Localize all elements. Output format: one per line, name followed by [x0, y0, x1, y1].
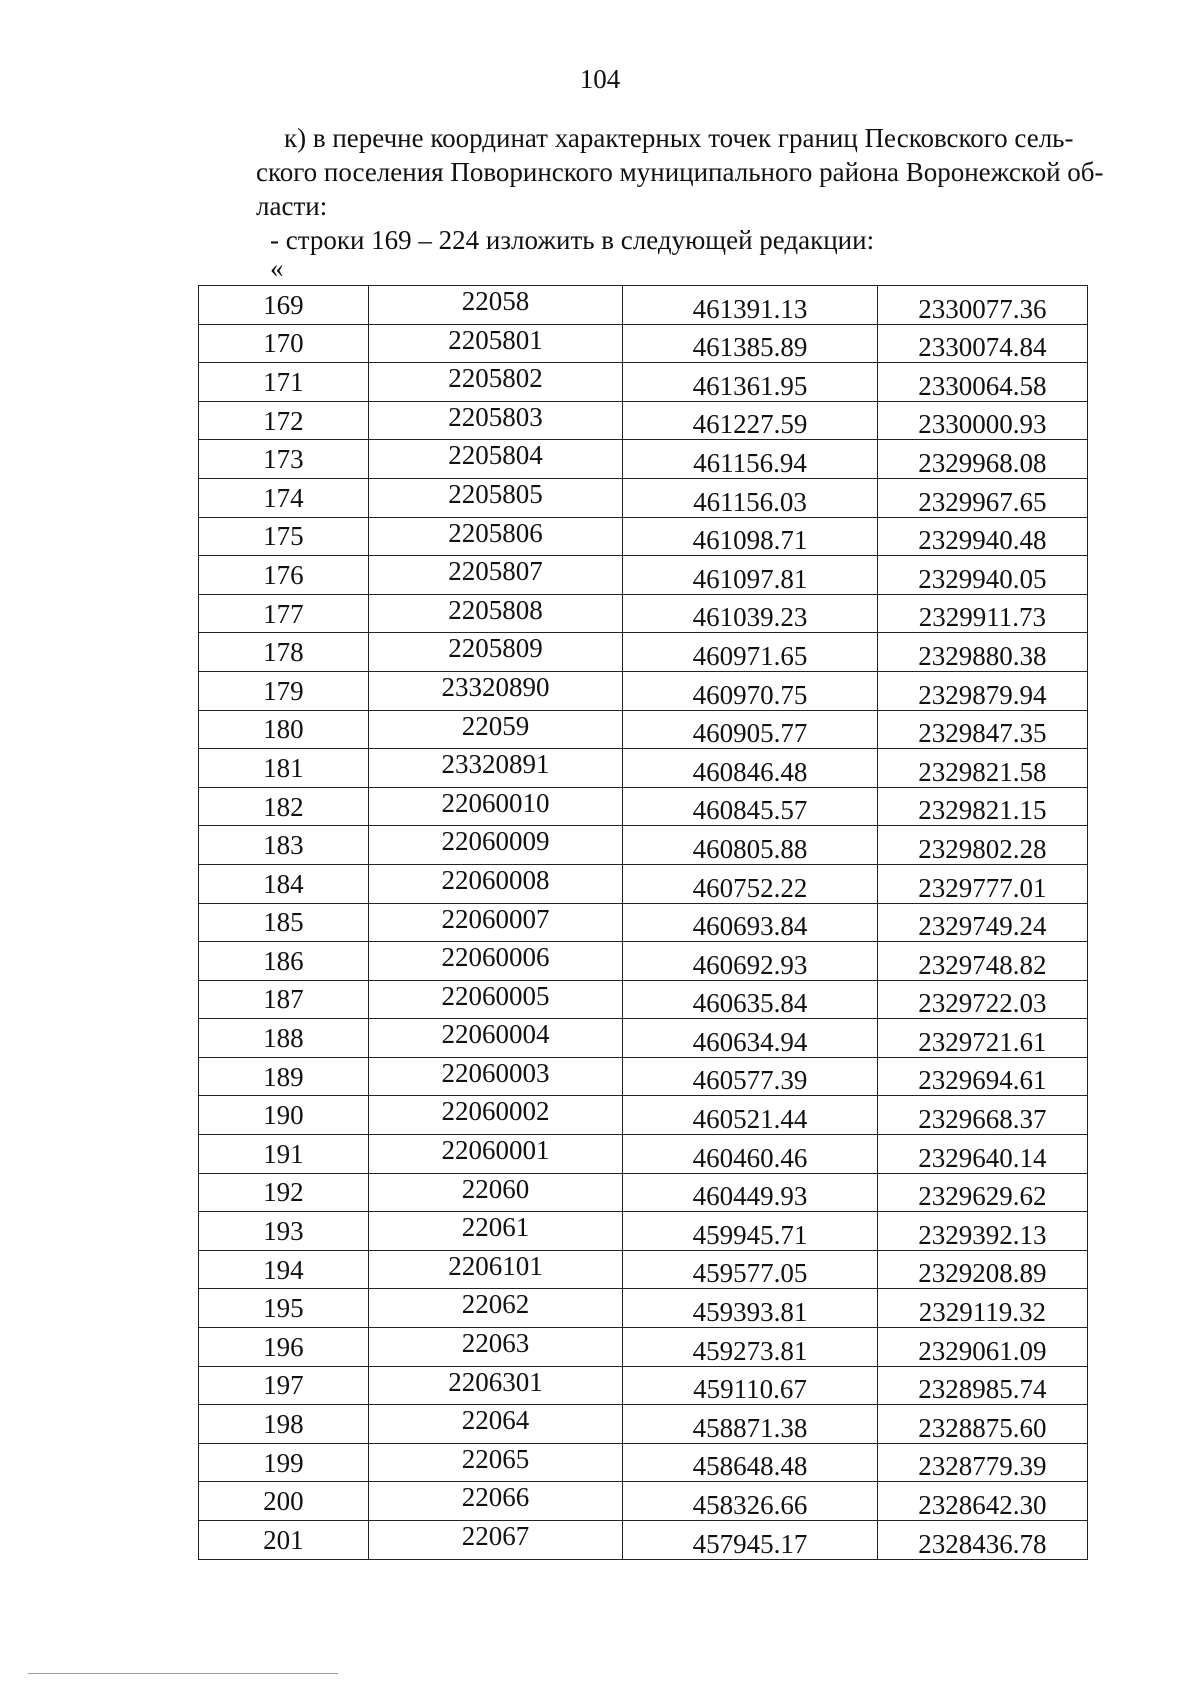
table-row	[199, 980, 1088, 1019]
row-number-cell: 189	[199, 1057, 369, 1096]
row-number-cell: 188	[199, 1019, 369, 1058]
x-coordinate-cell: 461227.59	[623, 401, 878, 440]
row-number-cell: 191	[199, 1135, 369, 1174]
y-coordinate-cell: 2329968.08	[877, 440, 1087, 479]
y-coordinate-cell: 2330074.84	[877, 324, 1087, 363]
x-coordinate-cell: 460693.84	[623, 903, 878, 942]
x-coordinate-cell: 460577.39	[623, 1057, 878, 1096]
point-id-cell: 2206301	[368, 1366, 623, 1405]
table-row	[199, 1250, 1088, 1289]
point-id-cell: 22061	[368, 1212, 623, 1251]
x-coordinate-cell: 460692.93	[623, 942, 878, 981]
row-number-cell: 186	[199, 942, 369, 981]
point-id-cell: 23320891	[368, 749, 623, 788]
coordinates-table	[198, 285, 1088, 1560]
x-coordinate-cell: 460805.88	[623, 826, 878, 865]
point-id-cell: 22063	[368, 1328, 623, 1367]
table-row	[199, 671, 1088, 710]
row-number-cell: 198	[199, 1405, 369, 1444]
table-row	[199, 556, 1088, 595]
x-coordinate-cell: 461097.81	[623, 556, 878, 595]
point-id-cell: 22066	[368, 1482, 623, 1521]
footer-rule	[28, 1673, 338, 1674]
table-row	[199, 1135, 1088, 1174]
row-number-cell: 181	[199, 749, 369, 788]
x-coordinate-cell: 461156.94	[623, 440, 878, 479]
row-number-cell: 195	[199, 1289, 369, 1328]
point-id-cell: 22060001	[368, 1135, 623, 1174]
table-row	[199, 1019, 1088, 1058]
x-coordinate-cell: 460846.48	[623, 749, 878, 788]
point-id-cell: 22064	[368, 1405, 623, 1444]
x-coordinate-cell: 460634.94	[623, 1019, 878, 1058]
point-id-cell: 2205805	[368, 478, 623, 517]
y-coordinate-cell: 2329847.35	[877, 710, 1087, 749]
table-row	[199, 710, 1088, 749]
table-row	[199, 1328, 1088, 1367]
row-number-cell: 170	[199, 324, 369, 363]
y-coordinate-cell: 2329777.01	[877, 864, 1087, 903]
y-coordinate-cell: 2330077.36	[877, 286, 1087, 325]
x-coordinate-cell: 459945.71	[623, 1212, 878, 1251]
point-id-cell: 22060008	[368, 864, 623, 903]
row-number-cell: 172	[199, 401, 369, 440]
point-id-cell: 22060002	[368, 1096, 623, 1135]
row-number-cell: 177	[199, 594, 369, 633]
y-coordinate-cell: 2330000.93	[877, 401, 1087, 440]
point-id-cell: 22059	[368, 710, 623, 749]
row-number-cell: 201	[199, 1521, 369, 1560]
y-coordinate-cell: 2329392.13	[877, 1212, 1087, 1251]
y-coordinate-cell: 2329629.62	[877, 1173, 1087, 1212]
y-coordinate-cell: 2329940.05	[877, 556, 1087, 595]
x-coordinate-cell: 461391.13	[623, 286, 878, 325]
row-number-cell: 197	[199, 1366, 369, 1405]
table-row	[199, 787, 1088, 826]
x-coordinate-cell: 458871.38	[623, 1405, 878, 1444]
x-coordinate-cell: 460971.65	[623, 633, 878, 672]
y-coordinate-cell: 2328436.78	[877, 1521, 1087, 1560]
point-id-cell: 22060	[368, 1173, 623, 1212]
point-id-cell: 22062	[368, 1289, 623, 1328]
page-number: 104	[579, 64, 621, 94]
x-coordinate-cell: 460845.57	[623, 787, 878, 826]
x-coordinate-cell: 461039.23	[623, 594, 878, 633]
table-row	[199, 286, 1088, 325]
intro-line-2: ского поселения Поворинского муниципального района Воронежской об-	[256, 157, 1104, 187]
table-row	[199, 864, 1088, 903]
y-coordinate-cell: 2329748.82	[877, 942, 1087, 981]
row-number-cell: 173	[199, 440, 369, 479]
x-coordinate-cell: 460521.44	[623, 1096, 878, 1135]
y-coordinate-cell: 2329821.58	[877, 749, 1087, 788]
row-number-cell: 171	[199, 363, 369, 402]
point-id-cell: 2205807	[368, 556, 623, 595]
table-row	[199, 517, 1088, 556]
y-coordinate-cell: 2329061.09	[877, 1328, 1087, 1367]
table-row	[199, 1212, 1088, 1251]
point-id-cell: 23320890	[368, 671, 623, 710]
point-id-cell: 22067	[368, 1521, 623, 1560]
x-coordinate-cell: 461385.89	[623, 324, 878, 363]
table-row	[199, 1521, 1088, 1560]
y-coordinate-cell: 2329879.94	[877, 671, 1087, 710]
x-coordinate-cell: 460449.93	[623, 1173, 878, 1212]
row-number-cell: 196	[199, 1328, 369, 1367]
row-number-cell: 194	[199, 1250, 369, 1289]
x-coordinate-cell: 460752.22	[623, 864, 878, 903]
table-row	[199, 826, 1088, 865]
row-number-cell: 178	[199, 633, 369, 672]
x-coordinate-cell: 461361.95	[623, 363, 878, 402]
row-number-cell: 175	[199, 517, 369, 556]
row-number-cell: 176	[199, 556, 369, 595]
intro-line-1: к) в перечне координат характерных точек границ Песковского сель-	[284, 123, 1074, 153]
table-row	[199, 440, 1088, 479]
point-id-cell: 22060009	[368, 826, 623, 865]
y-coordinate-cell: 2328642.30	[877, 1482, 1087, 1521]
x-coordinate-cell: 459273.81	[623, 1328, 878, 1367]
y-coordinate-cell: 2329722.03	[877, 980, 1087, 1019]
y-coordinate-cell: 2328779.39	[877, 1443, 1087, 1482]
table-row	[199, 1443, 1088, 1482]
y-coordinate-cell: 2329119.32	[877, 1289, 1087, 1328]
row-number-cell: 182	[199, 787, 369, 826]
row-number-cell: 187	[199, 980, 369, 1019]
y-coordinate-cell: 2329668.37	[877, 1096, 1087, 1135]
point-id-cell: 2205803	[368, 401, 623, 440]
table-row	[199, 942, 1088, 981]
y-coordinate-cell: 2329802.28	[877, 826, 1087, 865]
point-id-cell: 22060006	[368, 942, 623, 981]
y-coordinate-cell: 2329880.38	[877, 633, 1087, 672]
table-row	[199, 749, 1088, 788]
y-coordinate-cell: 2329208.89	[877, 1250, 1087, 1289]
table-row	[199, 324, 1088, 363]
x-coordinate-cell: 458326.66	[623, 1482, 878, 1521]
row-number-cell: 169	[199, 286, 369, 325]
x-coordinate-cell: 458648.48	[623, 1443, 878, 1482]
x-coordinate-cell: 459393.81	[623, 1289, 878, 1328]
x-coordinate-cell: 460460.46	[623, 1135, 878, 1174]
y-coordinate-cell: 2329721.61	[877, 1019, 1087, 1058]
x-coordinate-cell: 459577.05	[623, 1250, 878, 1289]
table-row	[199, 1173, 1088, 1212]
table-row	[199, 1057, 1088, 1096]
row-number-cell: 184	[199, 864, 369, 903]
x-coordinate-cell: 459110.67	[623, 1366, 878, 1405]
point-id-cell: 2205806	[368, 517, 623, 556]
point-id-cell: 2206101	[368, 1250, 623, 1289]
table-row	[199, 478, 1088, 517]
row-number-cell: 190	[199, 1096, 369, 1135]
x-coordinate-cell: 460905.77	[623, 710, 878, 749]
x-coordinate-cell: 460970.75	[623, 671, 878, 710]
point-id-cell: 22060010	[368, 787, 623, 826]
point-id-cell: 22058	[368, 286, 623, 325]
y-coordinate-cell: 2329940.48	[877, 517, 1087, 556]
coordinates-table-body	[199, 286, 1088, 1560]
instruction-line: - строки 169 – 224 изложить в следующей редакции:	[270, 225, 875, 255]
y-coordinate-cell: 2329967.65	[877, 478, 1087, 517]
table-row	[199, 1482, 1088, 1521]
row-number-cell: 183	[199, 826, 369, 865]
y-coordinate-cell: 2329640.14	[877, 1135, 1087, 1174]
y-coordinate-cell: 2329749.24	[877, 903, 1087, 942]
point-id-cell: 22060007	[368, 903, 623, 942]
x-coordinate-cell: 461098.71	[623, 517, 878, 556]
y-coordinate-cell: 2329694.61	[877, 1057, 1087, 1096]
point-id-cell: 22060004	[368, 1019, 623, 1058]
point-id-cell: 22060003	[368, 1057, 623, 1096]
table-row	[199, 1096, 1088, 1135]
point-id-cell: 22060005	[368, 980, 623, 1019]
table-row	[199, 594, 1088, 633]
x-coordinate-cell: 460635.84	[623, 980, 878, 1019]
table-row	[199, 363, 1088, 402]
table-row	[199, 633, 1088, 672]
table-row	[199, 401, 1088, 440]
row-number-cell: 192	[199, 1173, 369, 1212]
row-number-cell: 180	[199, 710, 369, 749]
point-id-cell: 22065	[368, 1443, 623, 1482]
table-row	[199, 1289, 1088, 1328]
table-row	[199, 1405, 1088, 1444]
y-coordinate-cell: 2328985.74	[877, 1366, 1087, 1405]
intro-line-3: ласти:	[256, 191, 328, 221]
row-number-cell: 193	[199, 1212, 369, 1251]
row-number-cell: 199	[199, 1443, 369, 1482]
y-coordinate-cell: 2330064.58	[877, 363, 1087, 402]
point-id-cell: 2205801	[368, 324, 623, 363]
row-number-cell: 174	[199, 478, 369, 517]
y-coordinate-cell: 2329821.15	[877, 787, 1087, 826]
point-id-cell: 2205808	[368, 594, 623, 633]
point-id-cell: 2205802	[368, 363, 623, 402]
y-coordinate-cell: 2328875.60	[877, 1405, 1087, 1444]
table-row	[199, 903, 1088, 942]
opening-quote: «	[270, 253, 284, 283]
y-coordinate-cell: 2329911.73	[877, 594, 1087, 633]
row-number-cell: 179	[199, 671, 369, 710]
point-id-cell: 2205809	[368, 633, 623, 672]
point-id-cell: 2205804	[368, 440, 623, 479]
row-number-cell: 185	[199, 903, 369, 942]
table-row	[199, 1366, 1088, 1405]
x-coordinate-cell: 457945.17	[623, 1521, 878, 1560]
row-number-cell: 200	[199, 1482, 369, 1521]
x-coordinate-cell: 461156.03	[623, 478, 878, 517]
